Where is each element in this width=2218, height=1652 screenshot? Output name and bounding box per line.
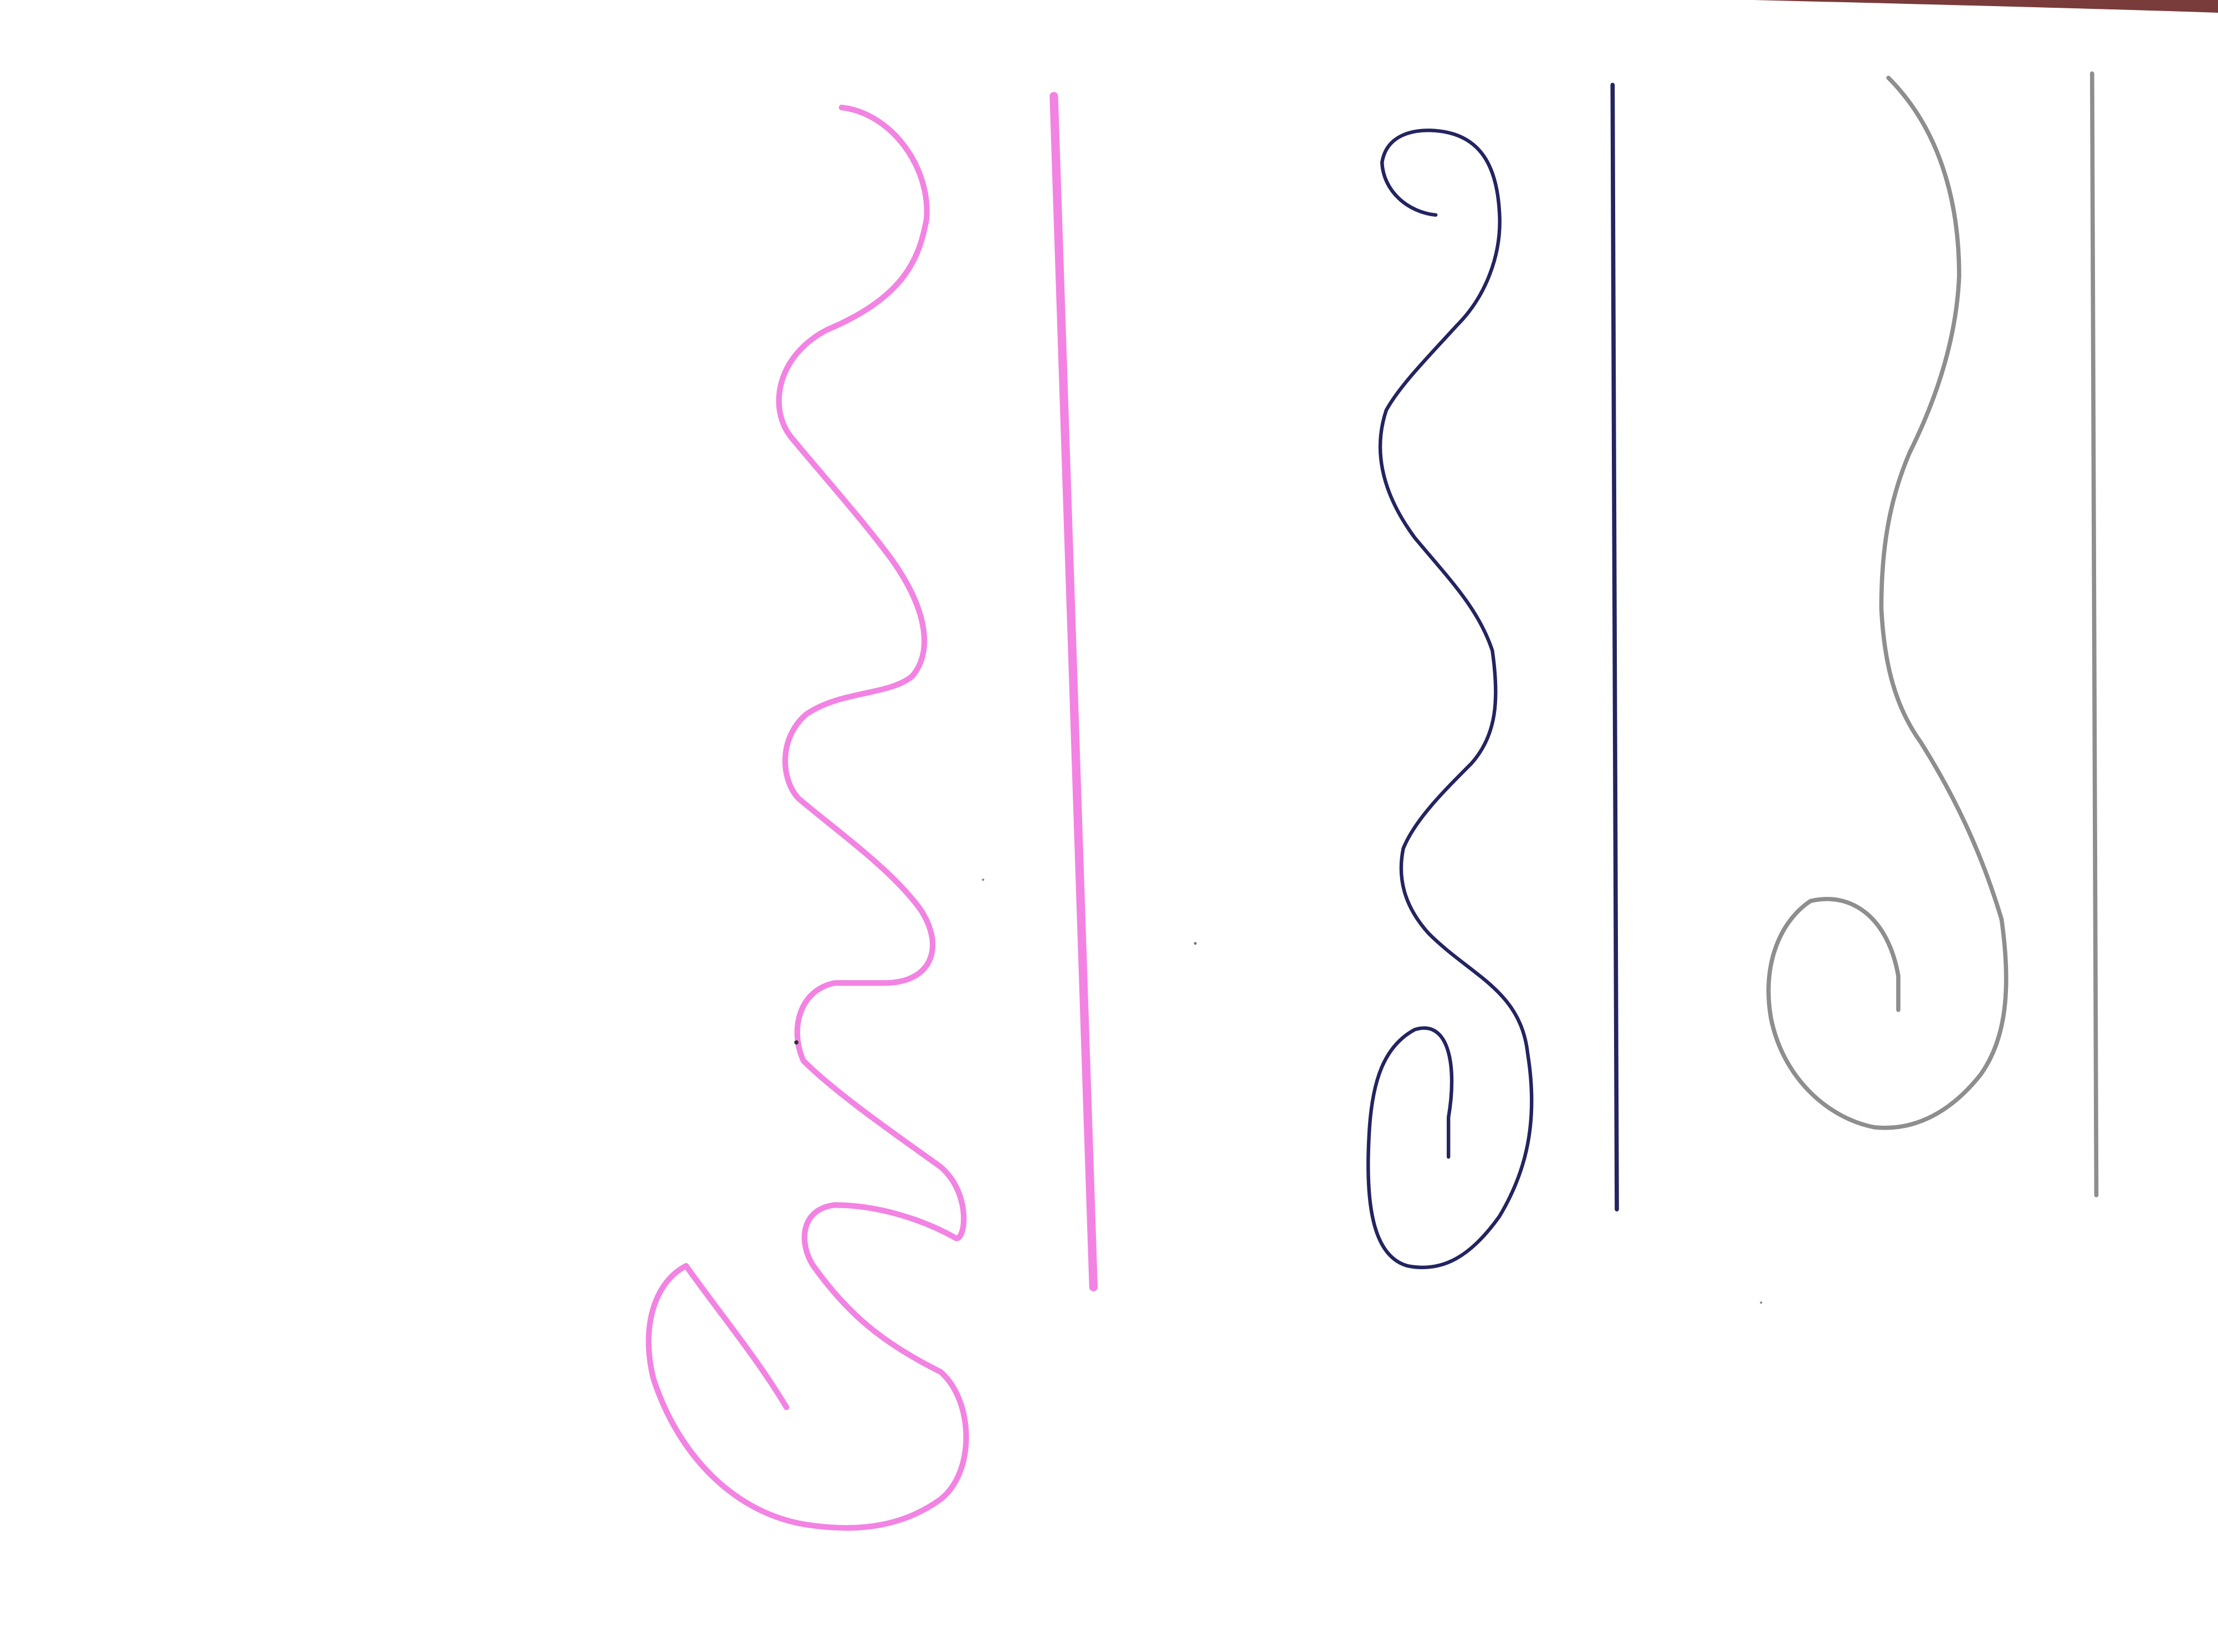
speck — [1194, 942, 1197, 945]
speck — [1760, 1301, 1762, 1304]
speck — [982, 879, 984, 881]
speck — [794, 1040, 798, 1045]
